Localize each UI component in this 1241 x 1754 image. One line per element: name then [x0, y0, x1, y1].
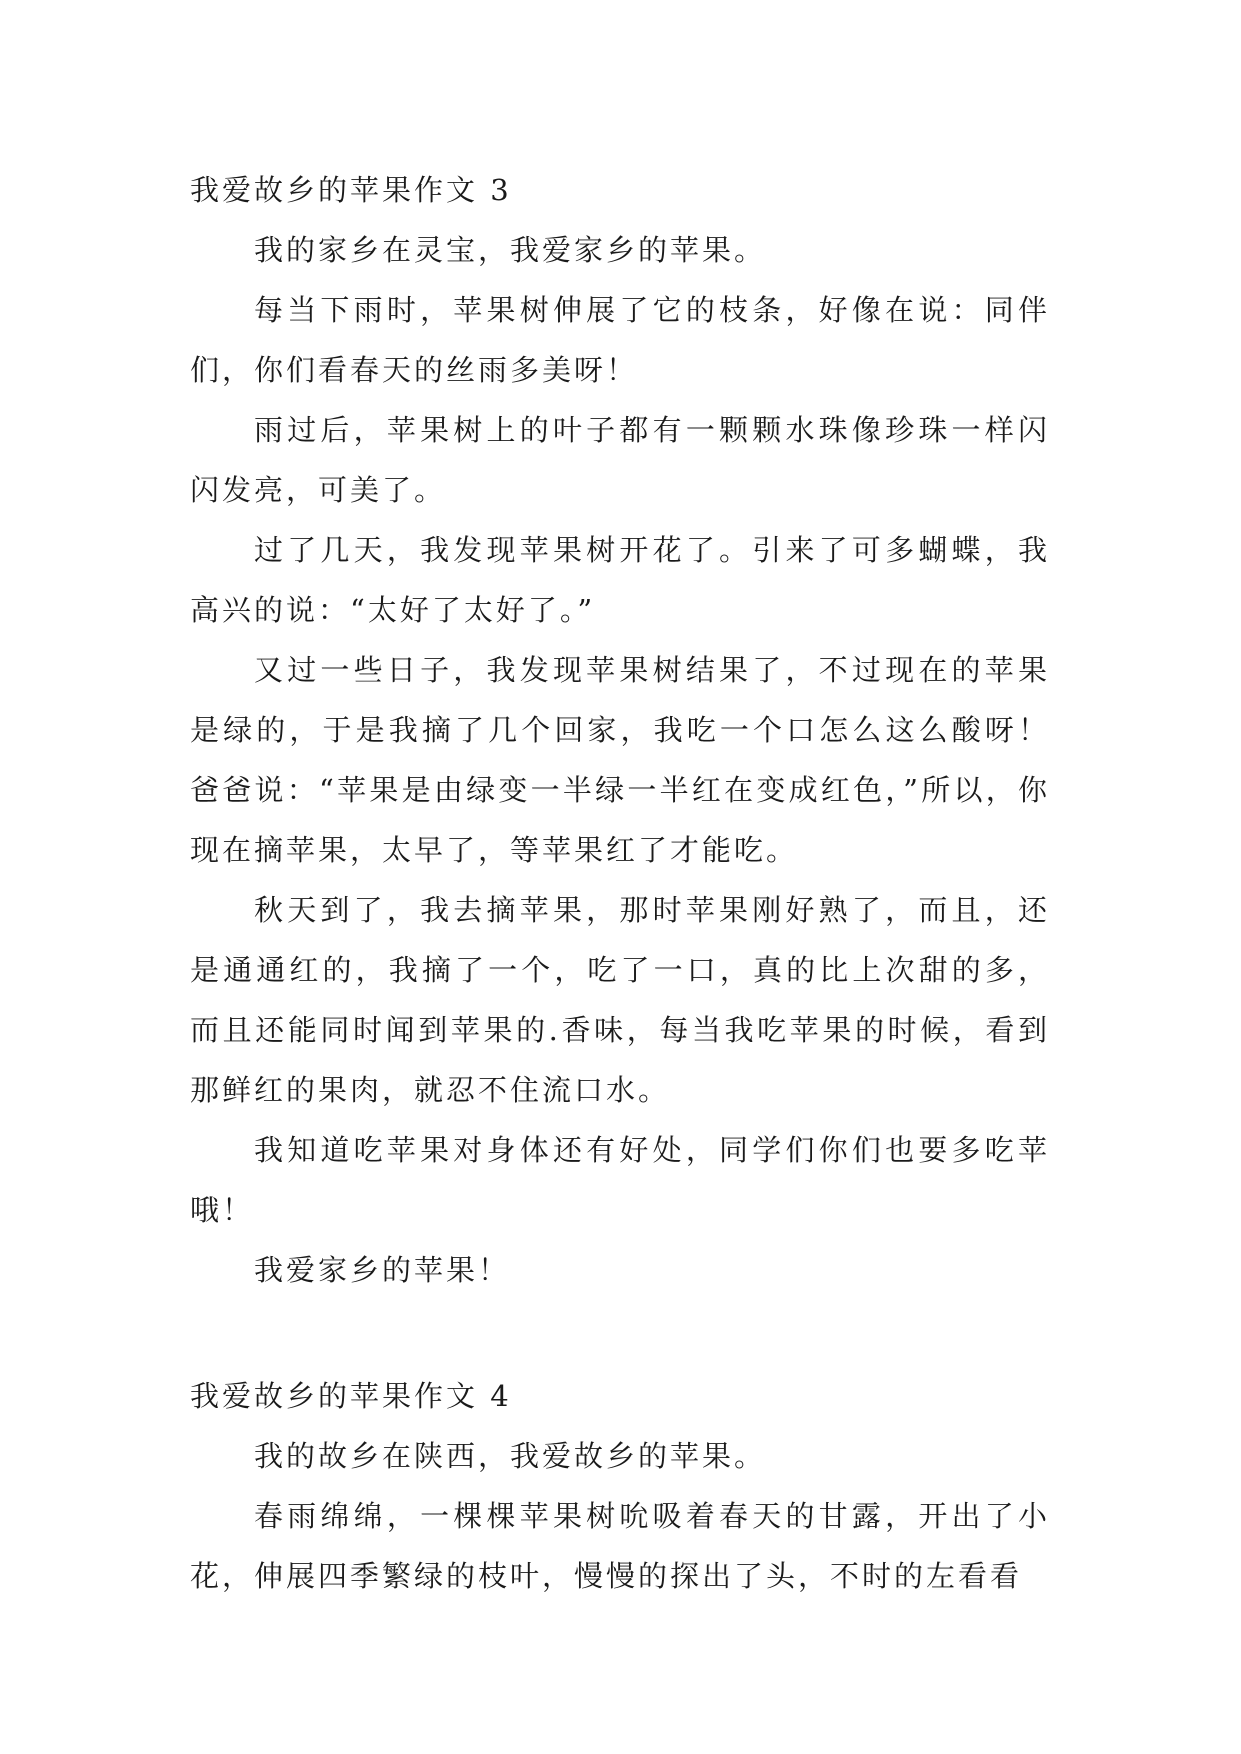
paragraph: 又过一些日子，我发现苹果树结果了，不过现在的苹果是绿的，于是我摘了几个回家，我吃一个口怎么这么酸呀！爸爸说：“苹果是由绿变一半绿一半红在变成红色，”所以，你现在摘苹果，太早了，等苹果红了才能吃。: [190, 653, 1050, 867]
paragraph: 我的故乡在陕西，我爱故乡的苹果。: [254, 1439, 767, 1473]
paragraph: 每当下雨时，苹果树伸展了它的枝条，好像在说：同伴们，你们看春天的丝雨多美呀！: [190, 293, 1050, 387]
paragraph: 秋天到了，我去摘苹果，那时苹果刚好熟了，而且，还是通通红的，我摘了一个，吃了一口，真的比上次甜的多，而且还能同时闻到苹果的.香味，每当我吃苹果的时候，看到那鲜红的果肉，就忍不住流口水。: [190, 893, 1050, 1107]
paragraph: 我知道吃苹果对身体还有好处，同学们你们也要多吃苹哦！: [190, 1133, 1050, 1227]
paragraph: 我爱家乡的苹果！: [254, 1253, 511, 1287]
section-divider: [190, 1300, 1050, 1366]
section-title: 我爱故乡的苹果作文 3: [190, 173, 512, 207]
paragraph: 过了几天，我发现苹果树开花了。引来了可多蝴蝶，我高兴的说：“太好了太好了。”: [190, 533, 1050, 627]
document-body: [190, 160, 1050, 1606]
paragraph: 春雨绵绵，一棵棵苹果树吮吸着春天的甘露，开出了小花，伸展四季繁绿的枝叶，慢慢的探出了头，不时的左看看: [190, 1499, 1050, 1593]
paragraph: 我的家乡在灵宝，我爱家乡的苹果。: [254, 233, 767, 267]
section-title: 我爱故乡的苹果作文 4: [190, 1379, 512, 1413]
paragraph: 雨过后，苹果树上的叶子都有一颗颗水珠像珍珠一样闪闪发亮，可美了。: [190, 413, 1050, 507]
